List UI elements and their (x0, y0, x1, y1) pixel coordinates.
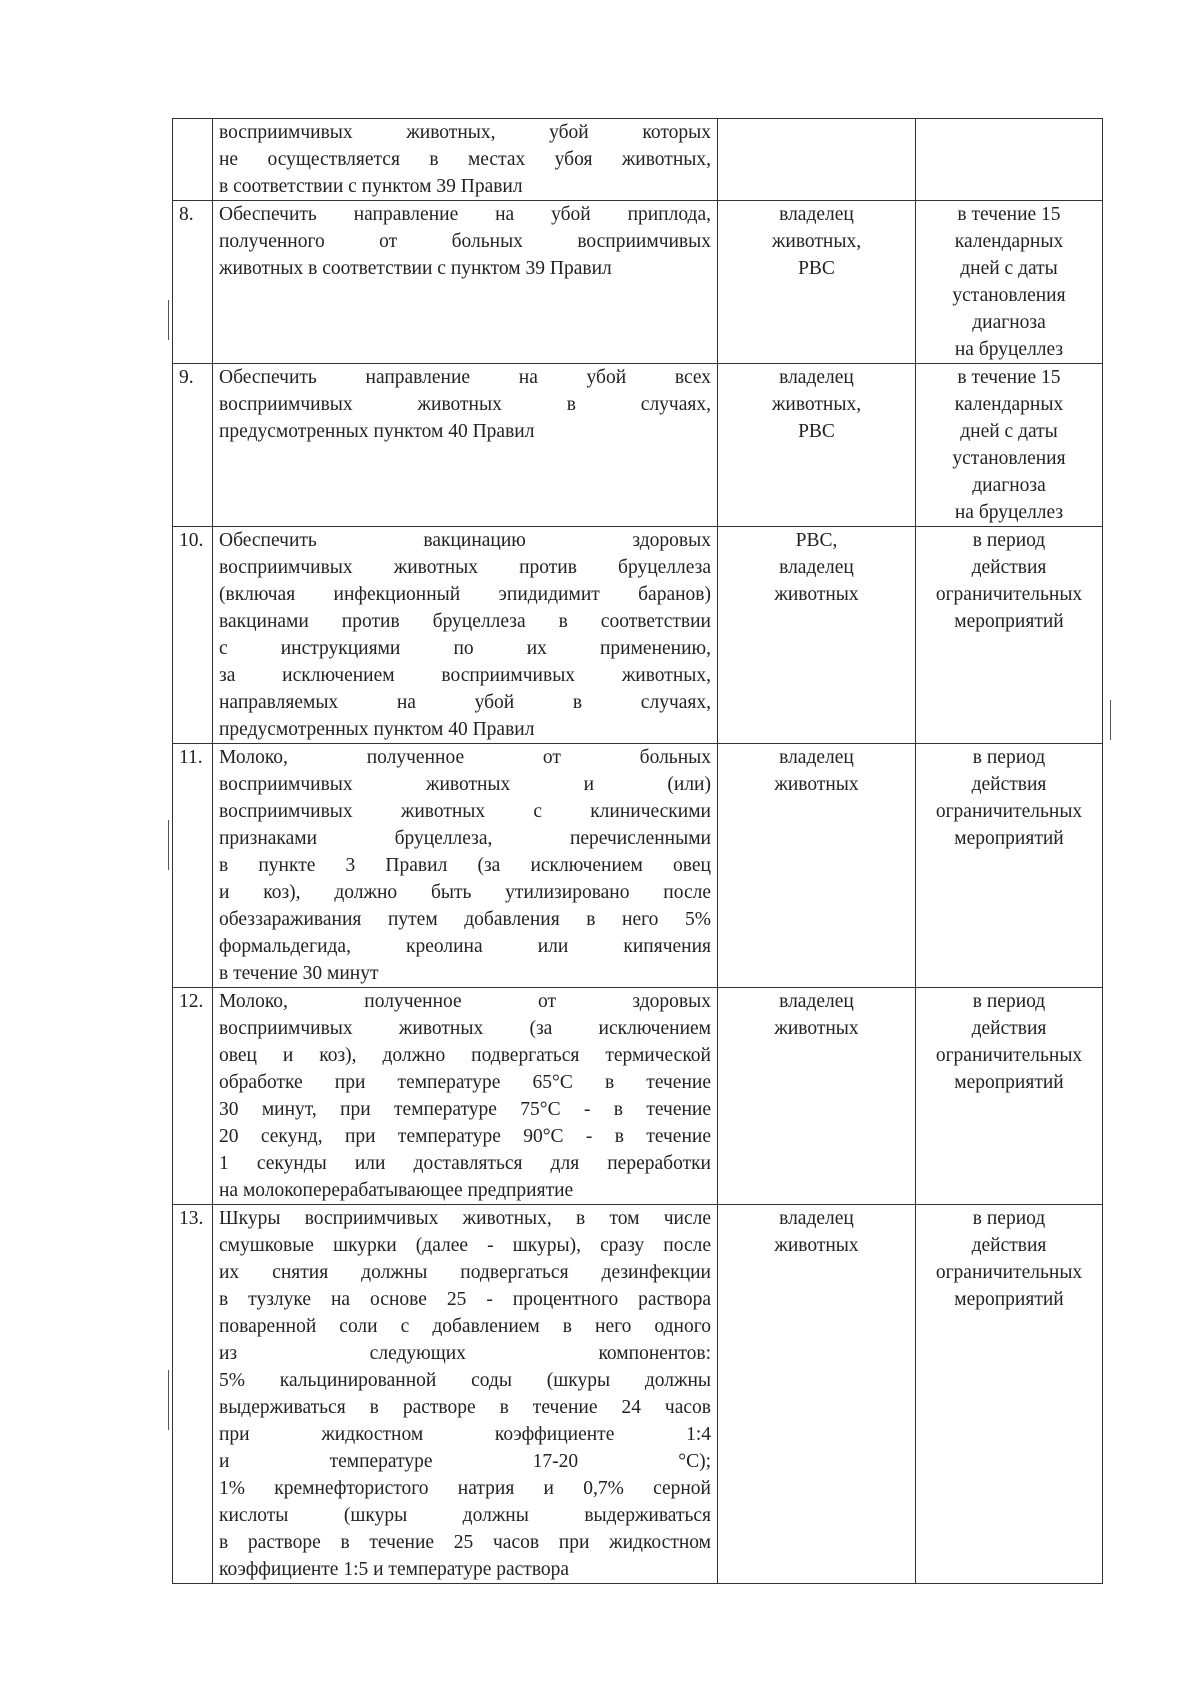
measure-text-line: овец и коз), должно подвергаться термической (219, 1045, 711, 1066)
row-number: 8. (173, 201, 213, 364)
measure-text-line: смушковые шкурки (далее - шкуры), сразу после (219, 1235, 711, 1256)
measure-text-line: 20 секунд, при температуре 90°С - в течение (219, 1126, 711, 1147)
measure-text-line: признаками бруцеллеза, перечисленными (219, 828, 711, 849)
measure-text-line: предусмотренных пунктом 40 Правил (219, 421, 535, 442)
deadline (916, 364, 1103, 527)
measure-text-line: за исключением восприимчивых животных, (219, 665, 711, 686)
measure-text-line: 1% кремнефтористого натрия и 0,7% серной (219, 1478, 711, 1499)
deadline-line: в период (972, 530, 1046, 551)
measure-text-line: восприимчивых животных с клиническими (219, 801, 711, 822)
row-number: 12. (173, 988, 213, 1205)
measure-text-line: на молокоперерабатывающее предприятие (219, 1180, 574, 1201)
deadline (916, 119, 1103, 201)
measure-text-line: 1 секунды или доставляться для переработки (219, 1153, 711, 1174)
responsible-party-line: РВС (798, 421, 835, 442)
responsible-party-line: животных, (771, 394, 862, 415)
deadline-line: действия (971, 1235, 1047, 1256)
measure-text-line: в течение 30 минут (219, 963, 379, 984)
row-number: 10. (173, 527, 213, 744)
scan-mark (168, 300, 169, 340)
measure-text (213, 119, 718, 201)
measure-text-line: восприимчивых животных (за исключением (219, 1018, 711, 1039)
measure-text-line: Обеспечить направление на убой всех (219, 367, 711, 388)
row-number: 11. (173, 744, 213, 988)
deadline-line: ограничительных (935, 1262, 1083, 1283)
deadline-line: ограничительных (935, 1045, 1083, 1066)
measure-text-line: полученного от больных восприимчивых (219, 231, 711, 252)
measure-text (213, 201, 718, 364)
responsible-party-line: животных, (771, 231, 862, 252)
deadline-line: в период (972, 747, 1046, 768)
deadline-line: установления (952, 448, 1066, 469)
row-number (173, 119, 213, 201)
deadline-line: действия (971, 774, 1047, 795)
table-row (173, 988, 1103, 1205)
responsible-party-line: животных (774, 1235, 859, 1256)
table-row (173, 744, 1103, 988)
measure-text-line: 5% кальцинированной соды (шкуры должны (219, 1370, 711, 1391)
responsible-party (718, 988, 916, 1205)
deadline-line: установления (952, 285, 1066, 306)
responsible-party (718, 744, 916, 988)
measure-text-line: и коз), должно быть утилизировано после (219, 882, 711, 903)
deadline (916, 527, 1103, 744)
measure-text-line: восприимчивых животных, убой которых (219, 122, 711, 143)
measure-text-line: кислоты (шкуры должны выдерживаться (219, 1505, 711, 1526)
measures-table (172, 118, 1103, 1584)
responsible-party (718, 527, 916, 744)
deadline-line: календарных (954, 394, 1064, 415)
row-number: 9. (173, 364, 213, 527)
responsible-party (718, 119, 916, 201)
measure-text-line: Молоко, полученное от больных (219, 747, 711, 768)
measure-text-line: и температуре 17-20 °С); (219, 1451, 711, 1472)
measures-table-body (173, 119, 1103, 1584)
deadline-line: дней с даты (960, 421, 1058, 442)
measure-text-line: восприимчивых животных в случаях, (219, 394, 711, 415)
responsible-party-line: животных (774, 584, 859, 605)
deadline-line: ограничительных (935, 801, 1083, 822)
deadline-line: на бруцеллез (954, 339, 1064, 360)
deadline-line: мероприятий (954, 611, 1064, 632)
deadline-line: в период (972, 1208, 1046, 1229)
measure-text-line: из следующих компонентов: (219, 1343, 711, 1364)
measure-text-line: в растворе в течение 25 часов при жидкостном (219, 1532, 711, 1553)
responsible-party-line: РВС, (795, 530, 838, 551)
measure-text (213, 744, 718, 988)
responsible-party (718, 1205, 916, 1584)
measure-text-line: восприимчивых животных против бруцеллеза (219, 557, 711, 578)
measure-text-line: восприимчивых животных и (или) (219, 774, 711, 795)
scan-mark (168, 820, 169, 870)
responsible-party-line: РВС (798, 258, 835, 279)
measure-text-line: поваренной соли с добавлением в него одного (219, 1316, 711, 1337)
table-row (173, 201, 1103, 364)
table-row (173, 527, 1103, 744)
measure-text-line: Обеспечить направление на убой приплода, (219, 204, 711, 225)
measure-text (213, 527, 718, 744)
deadline (916, 744, 1103, 988)
deadline (916, 201, 1103, 364)
measure-text-line: Молоко, полученное от здоровых (219, 991, 711, 1012)
measure-text-line: с инструкциями по их применению, (219, 638, 711, 659)
deadline-line: мероприятий (954, 1072, 1064, 1093)
deadline-line: на бруцеллез (954, 502, 1064, 523)
measure-text-line: при жидкостном коэффициенте 1:4 (219, 1424, 711, 1445)
deadline (916, 988, 1103, 1205)
responsible-party-line: животных (774, 1018, 859, 1039)
measure-text-line: в соответствии с пунктом 39 Правил (219, 176, 523, 197)
measure-text-line: формальдегида, креолина или кипячения (219, 936, 711, 957)
deadline-line: в течение 15 (957, 367, 1061, 388)
scan-mark (168, 1370, 169, 1430)
deadline-line: в течение 15 (957, 204, 1061, 225)
measure-text-line: (включая инфекционный эпидидимит баранов) (219, 584, 711, 605)
scan-mark (1110, 700, 1111, 740)
measure-text-line: не осуществляется в местах убоя животных, (219, 149, 711, 170)
deadline-line: диагноза (972, 312, 1046, 333)
deadline-line: диагноза (972, 475, 1046, 496)
table-row (173, 364, 1103, 527)
table-row (173, 119, 1103, 201)
deadline-line: дней с даты (960, 258, 1058, 279)
measure-text-line: в тузлуке на основе 25 - процентного раствора (219, 1289, 711, 1310)
measure-text-line: животных в соответствии с пунктом 39 Правил (219, 258, 612, 279)
responsible-party-line: владелец (779, 204, 854, 225)
responsible-party-line: владелец (779, 367, 854, 388)
deadline-line: мероприятий (954, 1289, 1064, 1310)
measure-text-line: обеззараживания путем добавления в него 5% (219, 909, 711, 930)
deadline (916, 1205, 1103, 1584)
measure-text-line: направляемых на убой в случаях, (219, 692, 711, 713)
measure-text-line: выдерживаться в растворе в течение 24 часов (219, 1397, 711, 1418)
deadline-line: в период (972, 991, 1046, 1012)
table-row (173, 1205, 1103, 1584)
measure-text-line: Обеспечить вакцинацию здоровых (219, 530, 711, 551)
responsible-party-line: владелец (779, 557, 854, 578)
measure-text-line: в пункте 3 Правил (за исключением овец (219, 855, 711, 876)
measure-text-line: предусмотренных пунктом 40 Правил (219, 719, 535, 740)
measure-text (213, 364, 718, 527)
row-number: 13. (173, 1205, 213, 1584)
responsible-party (718, 201, 916, 364)
measure-text-line: Шкуры восприимчивых животных, в том числе (219, 1208, 711, 1229)
deadline-line: действия (971, 1018, 1047, 1039)
measure-text (213, 988, 718, 1205)
responsible-party-line: владелец (779, 991, 854, 1012)
measure-text (213, 1205, 718, 1584)
responsible-party (718, 364, 916, 527)
responsible-party-line: владелец (779, 747, 854, 768)
deadline-line: мероприятий (954, 828, 1064, 849)
measure-text-line: обработке при температуре 65°С в течение (219, 1072, 711, 1093)
deadline-line: действия (971, 557, 1047, 578)
measure-text-line: вакцинами против бруцеллеза в соответствии (219, 611, 711, 632)
deadline-line: ограничительных (935, 584, 1083, 605)
responsible-party-line: владелец (779, 1208, 854, 1229)
measure-text-line: их снятия должны подвергаться дезинфекции (219, 1262, 711, 1283)
deadline-line: календарных (954, 231, 1064, 252)
measure-text-line: коэффициенте 1:5 и температуре раствора (219, 1559, 570, 1580)
responsible-party-line: животных (774, 774, 859, 795)
measure-text-line: 30 минут, при температуре 75°С - в течение (219, 1099, 711, 1120)
